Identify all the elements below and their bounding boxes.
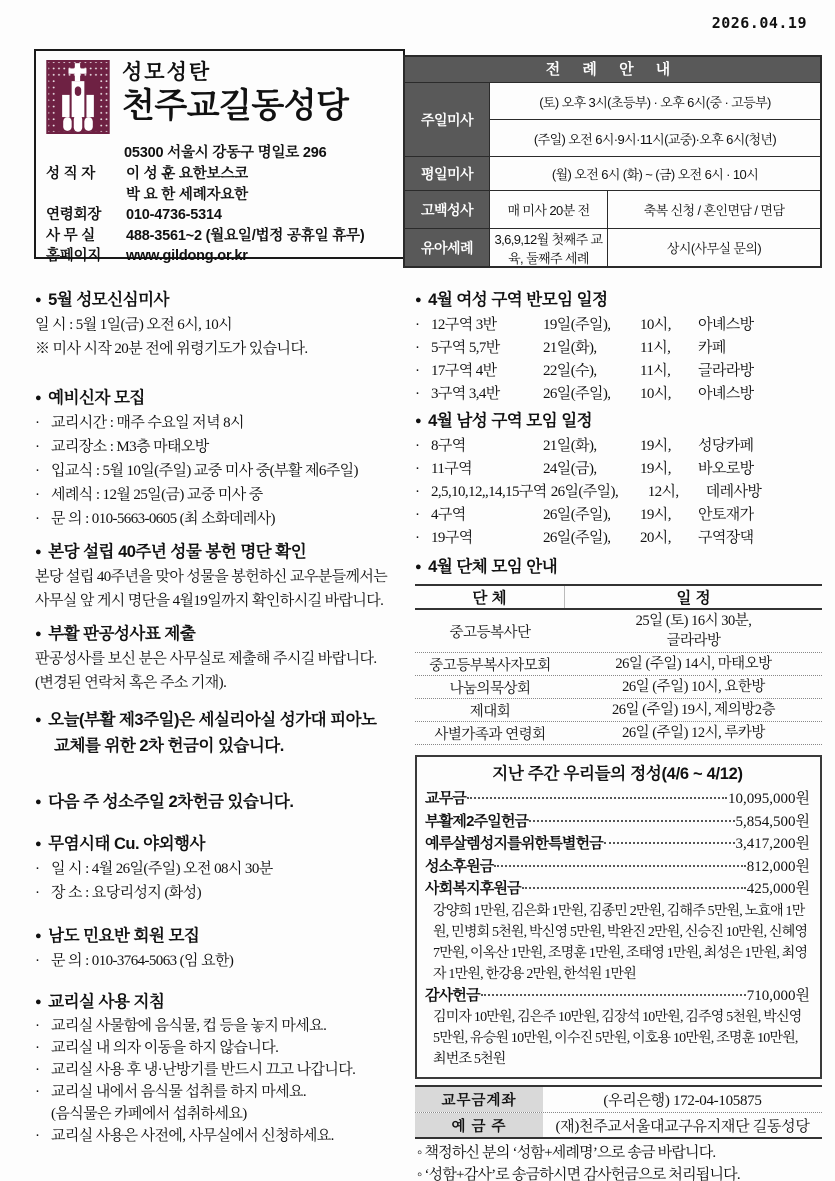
section-item-text: 입교식 : 5월 10일(주일) 교중 미사 중(부활 제6주일) [51, 463, 358, 479]
group-schedule-line: 26일 (주일) 14시, 마태오방 [615, 656, 772, 672]
group-schedule-line: 26일 (주일) 12시, 루카방 [622, 725, 765, 741]
account-value: (우리은행) 172-04-105875 [603, 1093, 762, 1109]
account-table [415, 1085, 822, 1181]
schedule-row [415, 337, 822, 360]
schedule-zone: 11구역 [431, 461, 473, 477]
group-schedule [565, 722, 822, 744]
info-label: 사 무 실 [46, 227, 96, 244]
section-item-text: 판공성사를 보신 분은 사무실로 제출해 주시길 바랍니다. [35, 651, 377, 667]
offering-amount: 3,417,200원 [735, 836, 810, 852]
issue-date: 2026.04.19 [711, 14, 807, 32]
section-title [35, 989, 407, 1015]
schedule-date: 19일(주일), [543, 317, 611, 333]
church-header-top [46, 60, 393, 134]
offering-amount: 425,000원 [746, 881, 810, 897]
bulletin-section [35, 539, 407, 613]
schedule-row [415, 481, 822, 504]
weekday-mass-times: (월) 오전 6시 (화) ~ (금) 오전 6시 · 10시 [551, 167, 759, 182]
section-item [35, 1125, 407, 1147]
group-meetings-table [415, 584, 822, 745]
section-item [35, 671, 407, 695]
schedule-date: 21일(화), [543, 340, 597, 356]
men-schedule-title [415, 408, 822, 434]
schedule-row [415, 360, 822, 383]
liturgy-row-weekday [405, 156, 820, 190]
group-table-row [415, 653, 822, 676]
dot-icon: · [35, 1084, 40, 1100]
section-title-text: 본당 설립 40주년 성물 봉헌 명단 확인 [48, 543, 307, 561]
schedule-time: 20시, [640, 530, 671, 546]
offering-line [425, 878, 810, 901]
women-schedule-title [415, 287, 822, 313]
schedule-column-header: 일 정 [676, 590, 711, 607]
schedule-row [415, 383, 822, 406]
infant-baptism-label: 유아세례 [405, 229, 490, 266]
section-item-text: ※ 미사 시작 20분 전에 위령기도가 있습니다. [35, 341, 308, 357]
section-title-text: 교체를 위한 2차 헌금이 있습니다. [54, 737, 284, 755]
schedule-time: 10시, [640, 317, 671, 333]
offering-label: 감사헌금 [425, 986, 480, 1004]
section-item-text: 교리실 사용 후 냉·난방기를 반드시 끄고 나갑니다. [51, 1062, 356, 1078]
left-column [35, 283, 407, 1147]
info-value: 박 요 한 세례자요한 [126, 186, 248, 203]
schedule-place: 구역장댁 [698, 530, 754, 546]
dot-icon: · [35, 439, 40, 455]
account-notes [415, 1139, 822, 1181]
group-meetings-title [415, 554, 822, 580]
dot-icon: · [415, 363, 420, 379]
schedule-time: 11시, [640, 363, 671, 379]
bullet-icon: ● [35, 628, 42, 640]
section-item [35, 1015, 407, 1037]
schedule-zone: 19구역 [431, 530, 473, 546]
sunday-mass-label: 주일미사 [405, 83, 490, 156]
group-table-row [415, 722, 822, 745]
account-label: 예 금 주 [415, 1113, 543, 1137]
offering-amount: 710,000원 [746, 987, 810, 1004]
schedule-zone: 12구역 3반 [431, 317, 497, 333]
group-schedule [565, 653, 822, 675]
liturgy-row-baptism [405, 228, 820, 266]
section-title [35, 385, 407, 411]
bulletin-section [35, 707, 407, 759]
info-value: www.gildong.or.kr [126, 248, 248, 264]
section-item [35, 507, 407, 531]
church-address: 05300 서울시 강동구 명일로 296 [124, 145, 327, 161]
section-title-text: 5월 성모신심미사 [48, 291, 169, 309]
info-label [46, 185, 126, 206]
account-note: ◦ ‘성함+감사’로 송금하시면 감사헌금으로 처리됩니다. [417, 1167, 740, 1181]
confession-label: 고백성사 [405, 191, 490, 228]
bulletin-section [35, 621, 407, 695]
section-title [35, 287, 407, 313]
section-item-text: 문 의 : 010-3764-5063 (임 요한) [51, 953, 234, 969]
section-item [35, 857, 407, 881]
schedule-place: 성당카페 [698, 438, 754, 454]
dot-icon: · [415, 438, 420, 454]
dotted-leader [529, 820, 734, 822]
section-item [35, 483, 407, 507]
section-item-text: 교리실 사용은 사전에, 사무실에서 신청하세요. [51, 1128, 334, 1144]
schedule-zone: 8구역 [431, 438, 466, 454]
group-schedule [565, 610, 822, 652]
dotted-leader [467, 797, 727, 799]
offering-line [425, 833, 810, 856]
account-row [415, 1113, 822, 1139]
dot-icon: · [415, 530, 420, 546]
section-title-text: 부활 판공성사표 제출 [48, 625, 196, 643]
bullet-icon: ● [35, 930, 42, 942]
schedule-place: 글라라방 [698, 363, 754, 379]
schedule-row [415, 504, 822, 527]
dot-icon: · [35, 1040, 40, 1056]
clergy-info-row [46, 226, 393, 247]
sunday-mass-saturday: (토) 오후 3시(초등부) · 오후 6시(중 · 고등부) [539, 94, 771, 110]
dot-icon: · [35, 415, 40, 431]
dotted-leader [522, 887, 746, 889]
account-label: 교무금계좌 [415, 1087, 543, 1112]
schedule-time: 12시, [647, 484, 679, 500]
bullet-icon: ● [35, 714, 42, 726]
dotted-leader [604, 842, 735, 844]
dot-icon: · [35, 1018, 40, 1034]
schedule-date: 24일(금), [543, 461, 597, 477]
section-title [35, 831, 407, 857]
confession-time: 매 미사 20분 전 [490, 191, 608, 228]
group-schedule [565, 676, 822, 698]
schedule-date: 21일(화), [543, 438, 597, 454]
schedule-place: 바오로방 [698, 461, 754, 477]
section-item [35, 435, 407, 459]
group-schedule-line: 26일 (주일) 19시, 제의방2층 [612, 702, 775, 718]
liturgy-table [403, 55, 822, 268]
section-item [35, 411, 407, 435]
women-schedule-list [415, 314, 822, 406]
offering-label: 사회복지후원금 [425, 880, 521, 897]
bullet-icon: ● [35, 294, 42, 306]
offerings-list [425, 788, 810, 1070]
info-value: 이 성 훈 요한보스코 [126, 166, 248, 182]
section-title [35, 707, 407, 733]
liturgy-row-confession [405, 190, 820, 228]
section-item [35, 1059, 407, 1081]
section-item-text: (음식물은 카페에서 섭취하세요) [51, 1106, 247, 1122]
clergy-info-row [46, 164, 393, 185]
schedule-place: 데레사방 [705, 484, 762, 500]
group-schedule [565, 699, 822, 721]
bulletin-section [35, 287, 407, 361]
dot-icon: · [35, 487, 40, 503]
section-item [35, 337, 407, 361]
offering-line [425, 788, 810, 811]
section-title-text: 남도 민요반 회원 모집 [48, 927, 200, 945]
section-title-text: 4월 여성 구역 반모임 일정 [428, 291, 608, 309]
bullet-icon: ● [35, 392, 42, 404]
section-title [35, 621, 407, 647]
offering-label: 교무금 [425, 790, 467, 807]
section-title-text: 오늘(부활 제3주일)은 세실리아실 성가대 피아노 [48, 711, 377, 729]
offerings-title: 지난 주간 우리들의 정성(4/6 ~ 4/12) [492, 765, 743, 783]
account-row [415, 1087, 822, 1113]
liturgy-row-sunday [405, 82, 820, 156]
section-item [35, 1081, 407, 1103]
church-name-large: 천주교길동성당 [122, 87, 349, 125]
clergy-info-row [46, 185, 393, 206]
schedule-date: 26일(주일), [543, 507, 611, 523]
confession-extra: 축복 신청 / 혼인면담 / 면담 [643, 203, 785, 218]
infant-baptism-extra: 상시(사무실 문의) [666, 241, 762, 256]
dot-icon: · [415, 386, 420, 402]
bulletin-section [35, 385, 407, 531]
schedule-date: 26일(주일), [543, 530, 611, 546]
bulletin-section [35, 923, 407, 973]
section-title-text: 무염시태 Cu. 야외행사 [48, 835, 205, 853]
schedule-place: 카페 [698, 340, 726, 356]
sunday-mass-sunday: (주일) 오전 6시·9시·11시(교중)·오후 6시(청년) [490, 119, 820, 156]
section-item-text: 문 의 : 010-5663-0605 (최 소화데레사) [51, 511, 275, 527]
section-title [35, 789, 407, 815]
group-name: 중고등부복사자모회 [429, 657, 551, 674]
bullet-icon: ● [35, 546, 42, 558]
bullet-icon: ● [35, 838, 42, 850]
right-column [415, 283, 822, 1181]
section-title-text: 다음 주 성소주일 2차헌금 있습니다. [48, 793, 294, 811]
info-label: 성 직 자 [46, 166, 96, 182]
info-value: 488-3561~2 (월요일/법정 공휴일 휴무) [126, 227, 365, 244]
schedule-time: 19시, [640, 438, 671, 454]
church-info-list [46, 164, 393, 267]
bulletin-section [35, 831, 407, 905]
sunday-mass-times [490, 83, 820, 156]
info-label: 연령회장 [46, 207, 102, 223]
schedule-zone: 17구역 4반 [431, 363, 497, 379]
offering-contributors: 강양희 1만원, 김은화 1만원, 김종민 2만원, 김해주 5만원, 노효애 1만원, 민병회 5천원, 박신영 5만원, 박완진 2만원, 신승진 10만원, 신혜영 7만원, 이옥산 1만원, 조명훈 1만원, 조태영 1만원, 최성은 1만원, 최영자 1만원, 한강용 2만원, 한석원 1만원 [433, 903, 808, 982]
dot-icon: · [415, 461, 420, 477]
schedule-zone: 4구역 [431, 507, 466, 523]
weekday-mass-label: 평일미사 [405, 157, 490, 190]
section-title-text: 4월 단체 모임 안내 [428, 558, 558, 576]
group-table-body [415, 610, 822, 745]
info-value: 010-4736-5314 [126, 207, 222, 223]
group-name: 중고등복사단 [449, 624, 531, 641]
section-item-text: 교리장소 : M3층 마태오방 [51, 439, 209, 455]
section-title-text: 예비신자 모집 [48, 389, 145, 407]
section-item [35, 459, 407, 483]
bullet-icon: ● [415, 561, 422, 573]
church-logo-icon [46, 60, 110, 134]
group-name: 제대회 [469, 703, 511, 720]
section-item-text: 세례식 : 12월 25일(금) 교중 미사 중 [51, 487, 263, 503]
group-schedule-line: 글라라방 [666, 633, 721, 649]
offering-label: 성소후원금 [425, 857, 494, 875]
group-table-header [415, 586, 822, 610]
section-item-text: 장 소 : 요당리성지 (화성) [51, 885, 201, 901]
dot-icon: · [35, 1062, 40, 1078]
schedule-time: 11시, [640, 340, 671, 356]
section-item-text: 교리실 내 의자 이동을 하지 않습니다. [51, 1040, 279, 1056]
dot-icon: · [35, 861, 40, 877]
account-note: ◦ 책정하신 분의 ‘성함+세례명’으로 송금 바랍니다. [417, 1145, 716, 1161]
section-title [35, 923, 407, 949]
section-item [35, 1037, 407, 1059]
account-rows [415, 1087, 822, 1139]
bulletin-section [35, 989, 407, 1147]
schedule-date: 22일(수), [543, 363, 597, 379]
section-item [35, 589, 407, 613]
group-table-row [415, 676, 822, 699]
schedule-place: 아녜스방 [698, 386, 754, 402]
schedule-row [415, 527, 822, 550]
dotted-leader [494, 865, 745, 867]
offerings-box [415, 755, 822, 1079]
section-item-text: 교리시간 : 매주 수요일 저녁 8시 [51, 415, 244, 431]
church-name-small: 성모성탄 [122, 61, 212, 84]
church-header-box [34, 49, 405, 264]
bullet-icon: ● [415, 415, 422, 427]
section-item-text: 교리실 사물함에 음식물, 컵 등을 놓지 마세요. [51, 1018, 327, 1034]
bullet-icon: ● [35, 996, 42, 1008]
schedule-zone: 5구역 5,7반 [431, 340, 500, 356]
offering-amount: 5,854,500원 [735, 813, 810, 830]
infant-baptism-schedule: 3,6,9,12월 첫째주 교육, 둘째주 세례 [490, 229, 608, 266]
dot-icon: · [35, 463, 40, 479]
schedule-zone: 2,5,10,12,,14,15구역 [431, 484, 547, 500]
dot-icon: · [35, 953, 40, 969]
dot-icon: · [415, 484, 420, 500]
schedule-row [415, 435, 822, 458]
section-item-text: 사무실 앞 게시 명단을 4월19일까지 확인하시길 바랍니다. [35, 593, 384, 609]
offering-amount: 812,000원 [746, 858, 810, 875]
clergy-info-row [46, 246, 393, 267]
offering-label: 부활제2주일헌금 [425, 812, 529, 830]
section-item [35, 565, 407, 589]
dot-icon: · [35, 1128, 40, 1144]
dot-icon: · [415, 340, 420, 356]
schedule-place: 아녜스방 [698, 317, 754, 333]
liturgy-table-title: 전 례 안 내 [405, 57, 820, 82]
schedule-zone: 3구역 3,4반 [431, 386, 500, 402]
section-item-text: 일 시 : 4월 26일(주일) 오전 08시 30분 [51, 861, 273, 877]
section-item-text: 일 시 : 5월 1일(금) 오전 6시, 10시 [35, 317, 233, 333]
group-schedule-line: 25일 (토) 16시 30분, [635, 613, 752, 629]
info-label: 홈페이지 [46, 248, 102, 264]
section-item [35, 881, 407, 905]
section-item [35, 313, 407, 337]
group-name: 사별가족과 연령회 [434, 726, 546, 743]
group-schedule-line: 26일 (주일) 10시, 요한방 [622, 679, 765, 695]
section-item [35, 949, 407, 973]
group-table-row [415, 699, 822, 722]
bullet-icon: ● [35, 796, 42, 808]
dot-icon: · [415, 317, 420, 333]
section-item [35, 647, 407, 671]
section-item [35, 1103, 407, 1125]
dot-icon: · [35, 511, 40, 527]
dot-icon: · [35, 885, 40, 901]
section-title [35, 733, 407, 759]
dot-icon: · [415, 507, 420, 523]
account-value: (재)천주교서울대교구유지재단 길동성당 [555, 1118, 810, 1135]
bulletin-section [35, 789, 407, 815]
group-name: 나눔의묵상회 [449, 680, 531, 697]
offering-amount: 10,095,000원 [728, 791, 810, 807]
offering-line [425, 856, 810, 879]
group-column-header: 단 체 [415, 586, 565, 608]
section-title-text: 4월 남성 구역 모임 일정 [428, 412, 593, 430]
offering-contributors: 김미자 10만원, 김은주 10만원, 김장석 10만원, 김주영 5천원, 박신영 5만원, 유승원 10만원, 이수진 5만원, 이호용 10만원, 조명훈 10만원, 최번조 5천원 [433, 1010, 802, 1067]
offering-line [425, 985, 810, 1008]
section-title [35, 539, 407, 565]
dotted-leader [481, 994, 746, 996]
schedule-date: 26일(주일), [543, 386, 611, 402]
offering-line [425, 811, 810, 834]
schedule-time: 19시, [640, 507, 671, 523]
schedule-place: 안토재가 [698, 507, 754, 523]
offering-label: 예루살렘성지를위한특별헌금 [425, 835, 603, 852]
schedule-time: 19시, [640, 461, 671, 477]
schedule-date: 26일(주일), [550, 484, 619, 500]
clergy-info-row [46, 205, 393, 226]
schedule-time: 10시, [640, 386, 671, 402]
schedule-row [415, 314, 822, 337]
section-item-text: 본당 설립 40주년을 맞아 성물을 봉헌하신 교우분들께서는 [35, 569, 388, 585]
men-schedule-list [415, 435, 822, 550]
schedule-row [415, 458, 822, 481]
section-item-text: 교리실 내에서 음식물 섭취를 하지 마세요. [51, 1084, 307, 1100]
group-table-row [415, 610, 822, 653]
bullet-icon: ● [415, 294, 422, 306]
section-title-text: 교리실 사용 지침 [48, 993, 165, 1011]
section-item-text: (변경된 연락처 혹은 주소 기재). [35, 675, 227, 691]
church-names [122, 60, 348, 134]
